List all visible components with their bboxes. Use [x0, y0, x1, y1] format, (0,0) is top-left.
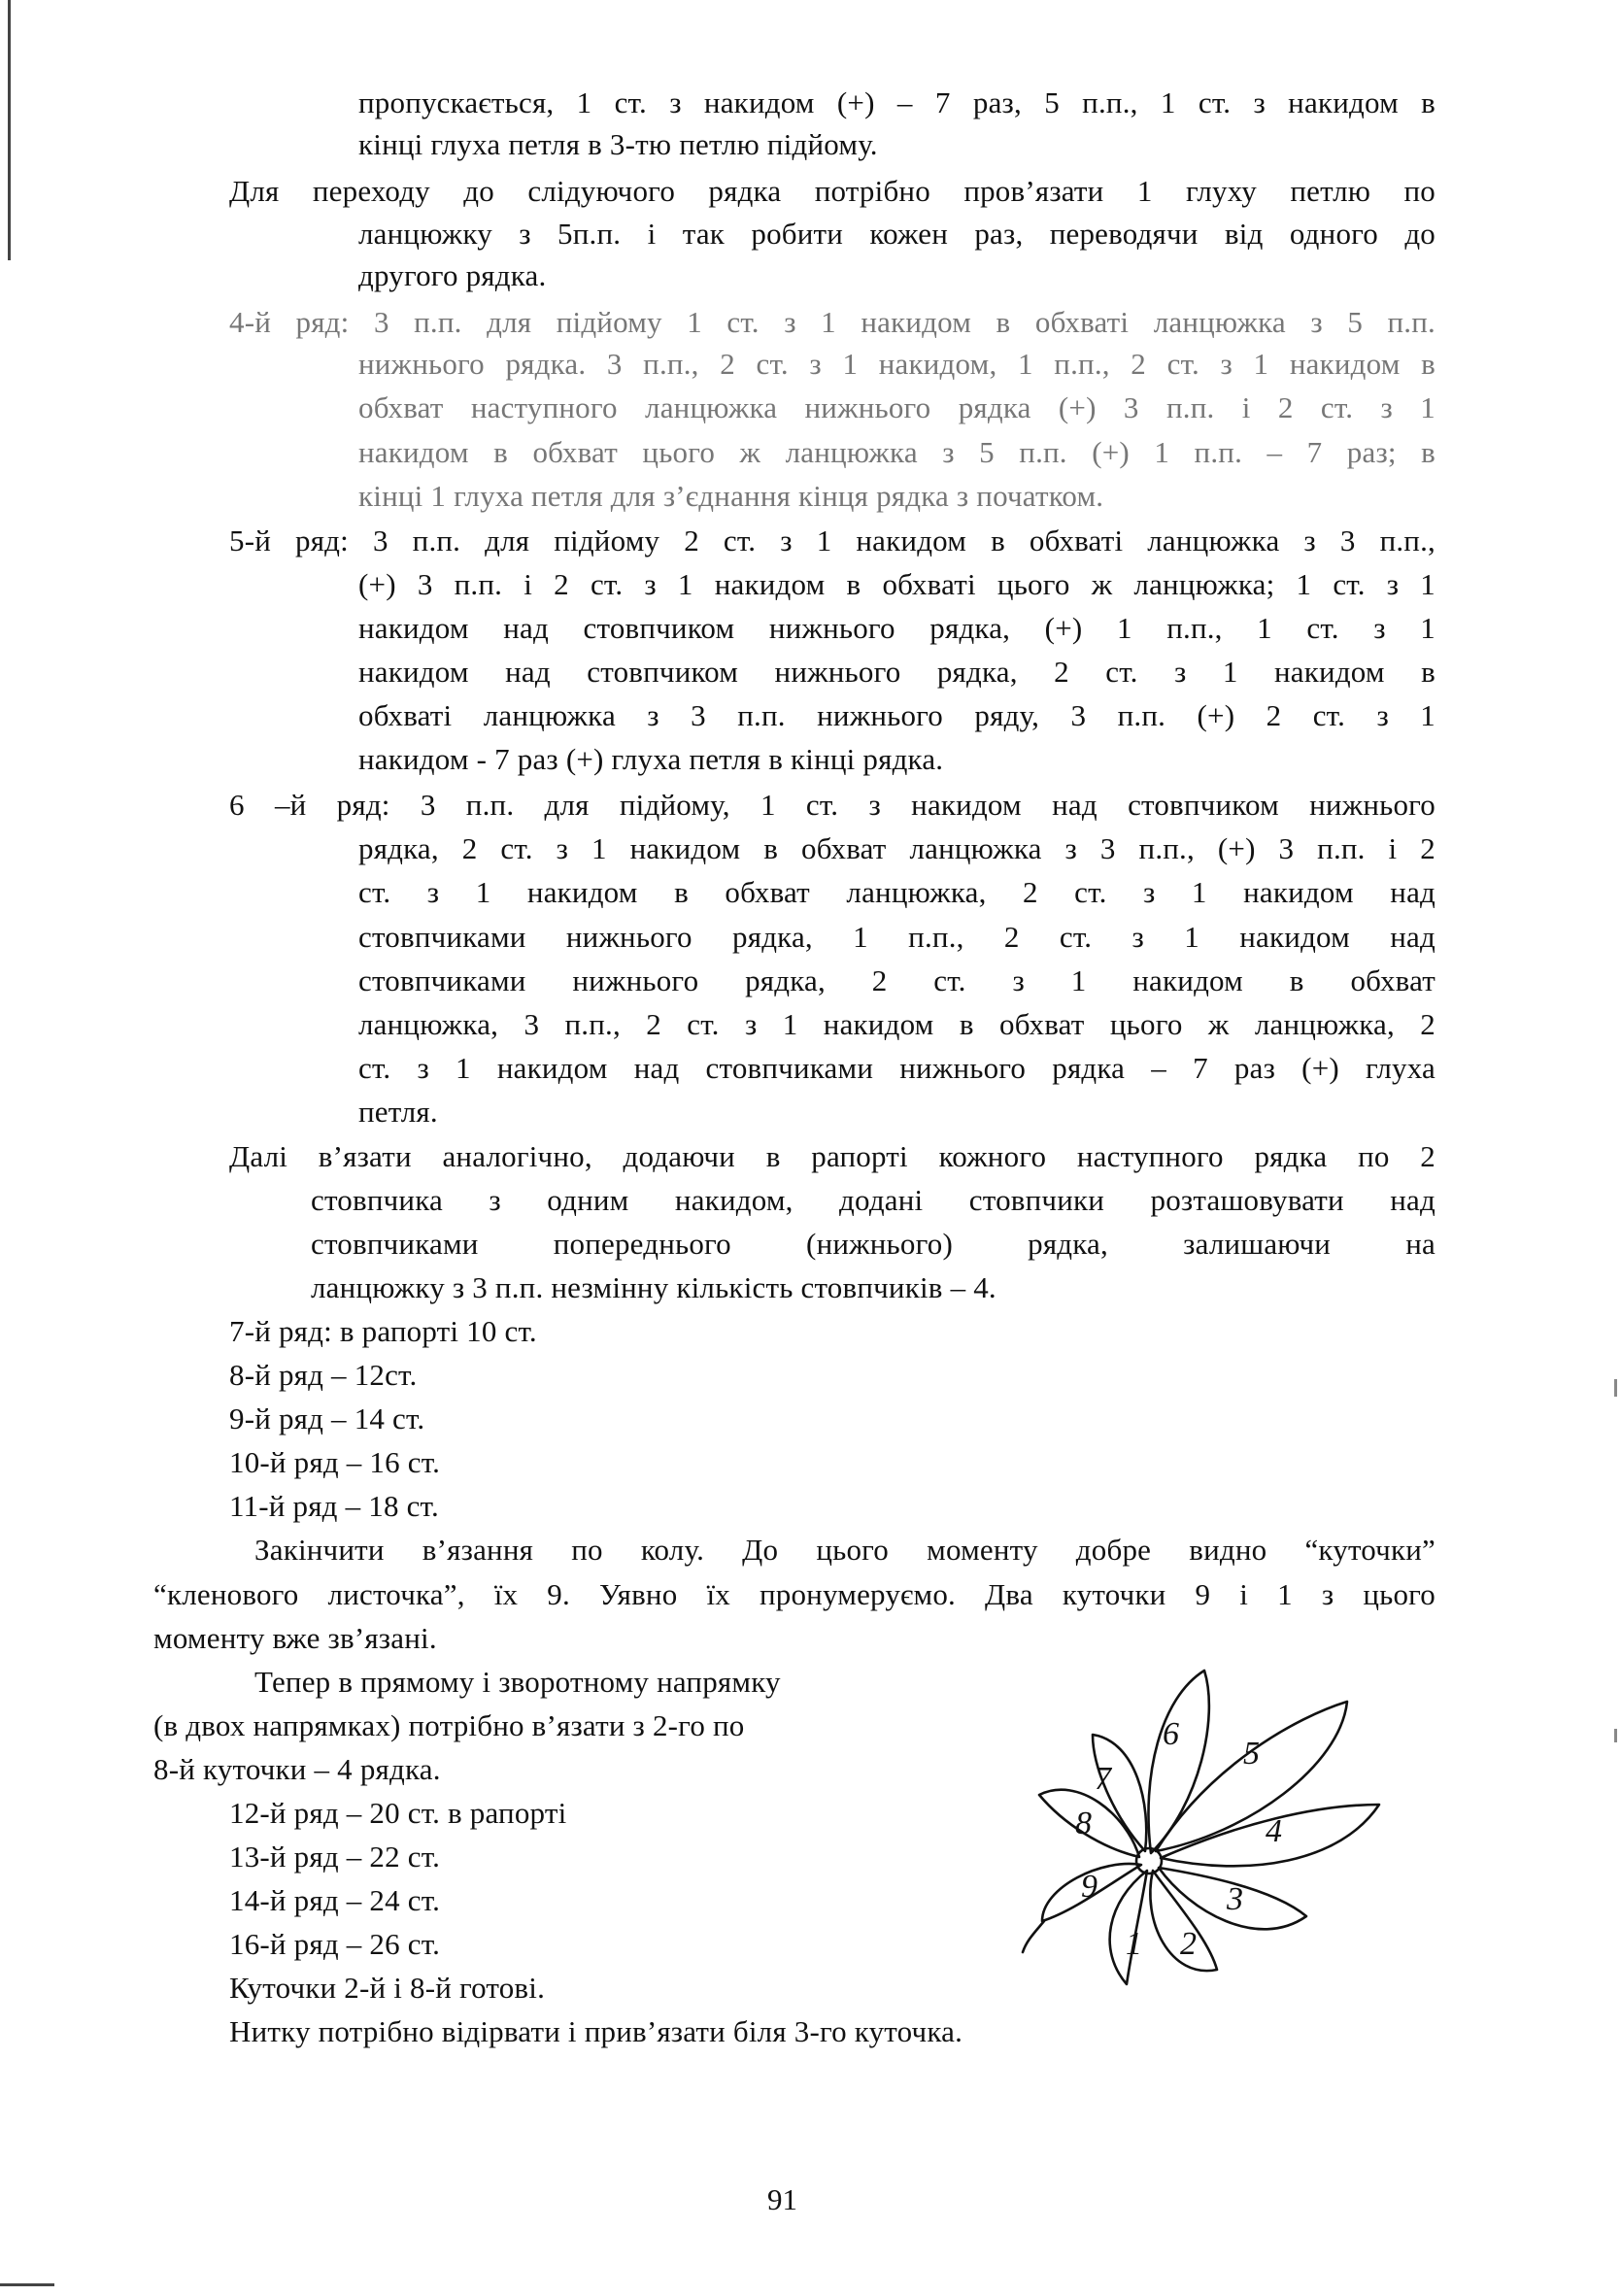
text-line: Тепер в прямому і зворотному напрямку [254, 1665, 781, 1699]
text-line: “кленового листочка”, їх 9. Уявно їх пронумеруємо. Два куточки 9 і 1 з цього [153, 1577, 1435, 1611]
text-line: кінці глуха петля в 3-тю петлю підйому. [358, 127, 878, 161]
text-line: 6 –й ряд: 3 п.п. для підйому, 1 ст. з накидом над стовпчиком нижнього [229, 788, 1435, 822]
leaf-center-ring [1136, 1848, 1162, 1874]
text-line: стовпчиками нижнього рядка, 2 ст. з 1 накидом в обхват [358, 963, 1435, 997]
text-line: 16-й ряд – 26 ст. [229, 1927, 441, 1961]
text-line: 7-й ряд: в рапорті 10 ст. [229, 1314, 537, 1348]
leaf-label: 1 [1126, 1926, 1142, 1962]
leaf-label: 9 [1081, 1869, 1098, 1905]
text-line: 8-й ряд – 12ст. [229, 1358, 418, 1392]
text-line: накидом - 7 раз (+) глуха петля в кінці рядка. [358, 742, 944, 776]
text-line: 4-й ряд: 3 п.п. для підйому 1 ст. з 1 накидом в обхваті ланцюжка з 5 п.п. [229, 305, 1435, 339]
text-line: обхват наступного ланцюжка нижнього рядка (+) 3 п.п. і 2 ст. з 1 [358, 390, 1435, 424]
leaf-label: 3 [1227, 1881, 1243, 1917]
text-line: другого рядка. [358, 258, 547, 292]
leaf-label: 7 [1095, 1761, 1111, 1797]
text-line: Далі в’язати аналогічно, додаючи в рапорті кожного наступного рядка по 2 [229, 1139, 1435, 1173]
text-line: 11-й ряд – 18 ст. [229, 1489, 439, 1523]
text-line: 14-й ряд – 24 ст. [229, 1883, 441, 1917]
text-line: (в двох напрямках) потрібно в’язати з 2-го по [153, 1708, 745, 1742]
text-line: ланцюжку з 5п.п. і так робити кожен раз, переводячи від одного до [358, 217, 1435, 251]
text-line: стовпчиками нижнього рядка, 1 п.п., 2 ст. з 1 накидом над [358, 920, 1435, 954]
leaf-label: 5 [1243, 1736, 1260, 1772]
leaf-stem [1023, 1921, 1044, 1952]
leaf-label: 8 [1075, 1806, 1092, 1841]
text-line: нижнього рядка. 3 п.п., 2 ст. з 1 накидом, 1 п.п., 2 ст. з 1 накидом в [358, 347, 1435, 381]
text-line: ст. з 1 накидом в обхват ланцюжка, 2 ст. з 1 накидом над [358, 875, 1435, 909]
scan-mark [1614, 1729, 1617, 1742]
text-line: моменту вже зв’язані. [153, 1621, 437, 1655]
maple-leaf-diagram [1005, 1659, 1423, 1994]
text-line: 8-й куточки – 4 рядка. [153, 1752, 441, 1786]
text-line: стовпчиками попереднього (нижнього) рядка, залишаючи на [311, 1227, 1435, 1261]
text-line: 13-й ряд – 22 ст. [229, 1840, 441, 1874]
text-line: кінці 1 глуха петля для з’єднання кінця рядка з початком. [358, 479, 1104, 513]
text-line: 9-й ряд – 14 ст. [229, 1401, 425, 1435]
text-line: накидом над стовпчиком нижнього рядка, 2 ст. з 1 накидом в [358, 655, 1435, 689]
leaf-petal-6 [1148, 1671, 1208, 1853]
page-number: 91 [767, 2182, 797, 2216]
leaf-label: 4 [1266, 1813, 1282, 1849]
text-line: Нитку потрібно відірвати і прив’язати біля 3-го куточка. [229, 2014, 963, 2048]
text-line: 5-й ряд: 3 п.п. для підйому 2 ст. з 1 накидом в обхваті ланцюжка з 3 п.п., [229, 523, 1435, 557]
leaf-label: 6 [1163, 1716, 1179, 1752]
text-line: петля. [358, 1095, 438, 1129]
text-line: Для переходу до слідуючого рядка потрібно пров’язати 1 глуху петлю по [229, 174, 1435, 208]
text-line: рядка, 2 ст. з 1 накидом в обхват ланцюжка з 3 п.п., (+) 3 п.п. і 2 [358, 831, 1435, 865]
leaf-petal-5 [1156, 1702, 1347, 1851]
text-line: Закінчити в’язання по колу. До цього моменту добре видно “куточки” [254, 1533, 1435, 1567]
text-line: ст. з 1 накидом над стовпчиками нижнього рядка – 7 раз (+) глуха [358, 1051, 1435, 1085]
text-line: обхваті ланцюжка з 3 п.п. нижнього ряду, 3 п.п. (+) 2 ст. з 1 [358, 698, 1435, 732]
text-line: накидом в обхват цього ж ланцюжка з 5 п.п. (+) 1 п.п. – 7 раз; в [358, 435, 1435, 469]
text-line: 10-й ряд – 16 ст. [229, 1445, 441, 1479]
leaf-label: 2 [1180, 1926, 1197, 1962]
text-line: пропускається, 1 ст. з накидом (+) – 7 раз, 5 п.п., 1 ст. з накидом в [358, 85, 1435, 119]
text-line: ланцюжка, 3 п.п., 2 ст. з 1 накидом в обхват цього ж ланцюжка, 2 [358, 1007, 1435, 1041]
text-line: накидом над стовпчиком нижнього рядка, (+) 1 п.п., 1 ст. з 1 [358, 611, 1435, 645]
scan-left-edge [8, 0, 11, 260]
text-line: ланцюжку з 3 п.п. незмінну кількість стовпчиків – 4. [311, 1270, 996, 1304]
scan-bottom-corner [0, 2283, 54, 2286]
text-line: 12-й ряд – 20 ст. в рапорті [229, 1796, 567, 1830]
text-line: (+) 3 п.п. і 2 ст. з 1 накидом в обхваті цього ж ланцюжка; 1 ст. з 1 [358, 567, 1435, 601]
text-line: стовпчика з одним накидом, додані стовпчики розташовувати над [311, 1183, 1435, 1217]
scan-mark [1614, 1379, 1617, 1397]
text-line: Куточки 2-й і 8-й готові. [229, 1971, 546, 2005]
